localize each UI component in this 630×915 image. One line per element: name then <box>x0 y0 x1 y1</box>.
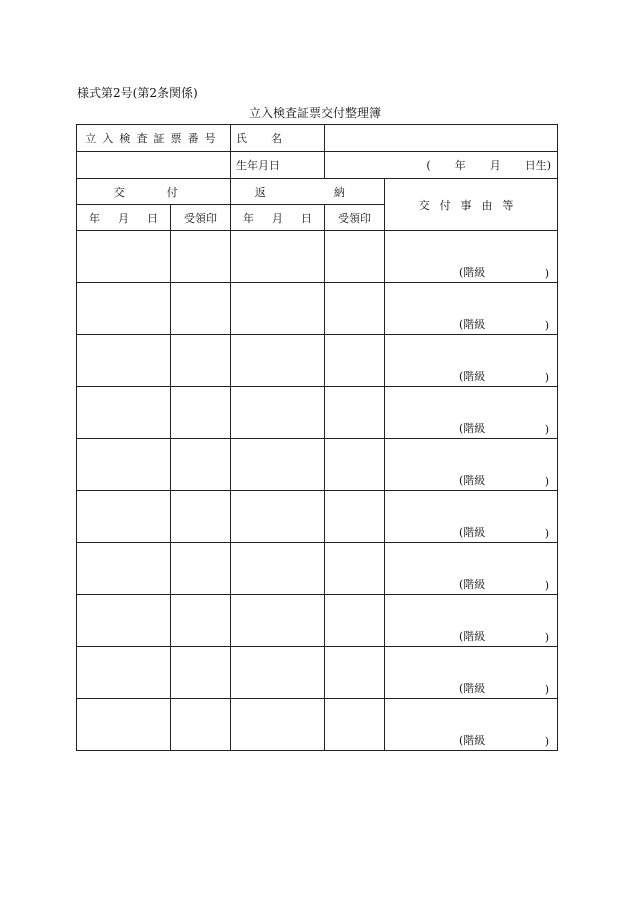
grade-close: ) <box>544 267 549 280</box>
issue-date-year: 年 <box>89 211 100 225</box>
return-seal-cell[interactable] <box>325 491 385 543</box>
issue-seal-cell[interactable] <box>171 491 231 543</box>
return-seal-header: 受領印 <box>325 205 385 231</box>
return-date-day: 日 <box>301 211 312 225</box>
grade-label: (階級 <box>459 318 486 331</box>
issue-seal-cell[interactable] <box>171 699 231 751</box>
reason-cell[interactable] <box>385 699 558 751</box>
grade-label: (階級 <box>459 734 486 747</box>
issue-date-cell[interactable] <box>77 543 171 595</box>
issue-seal-cell[interactable] <box>171 595 231 647</box>
return-date-cell[interactable] <box>231 231 325 283</box>
issue-date-cell[interactable] <box>77 699 171 751</box>
return-date-cell[interactable] <box>231 491 325 543</box>
reason-cell[interactable] <box>385 543 558 595</box>
return-date-cell[interactable] <box>231 439 325 491</box>
reason-cell[interactable] <box>385 647 558 699</box>
reason-cell[interactable] <box>385 387 558 439</box>
return-date-header <box>231 205 325 231</box>
birthdate-field[interactable] <box>325 152 558 179</box>
name-label: 氏名 <box>236 132 282 145</box>
grade-close: ) <box>544 579 549 592</box>
grade-close: ) <box>544 683 549 696</box>
issue-seal-cell[interactable] <box>171 387 231 439</box>
certificate-number-field[interactable] <box>77 152 231 179</box>
issue-date-cell[interactable] <box>77 231 171 283</box>
issue-date-cell[interactable] <box>77 283 171 335</box>
issue-date-day: 日 <box>147 211 158 225</box>
issue-date-cell[interactable] <box>77 491 171 543</box>
grade-close: ) <box>544 319 549 332</box>
issue-date-cell[interactable] <box>77 335 171 387</box>
table-row <box>77 439 558 491</box>
table-row <box>77 595 558 647</box>
table-row <box>77 647 558 699</box>
register-table <box>76 124 558 751</box>
return-date-cell[interactable] <box>231 543 325 595</box>
issue-date-cell[interactable] <box>77 387 171 439</box>
table-row <box>77 491 558 543</box>
grade-label: (階級 <box>459 422 486 435</box>
return-date-month: 月 <box>272 211 283 225</box>
name-field[interactable] <box>325 125 558 152</box>
grade-label: (階級 <box>459 370 486 383</box>
grade-label: (階級 <box>459 578 486 591</box>
return-date-cell[interactable] <box>231 387 325 439</box>
issue-seal-cell[interactable] <box>171 543 231 595</box>
table-row <box>77 699 558 751</box>
return-seal-cell[interactable] <box>325 231 385 283</box>
table-row <box>77 543 558 595</box>
grade-close: ) <box>544 475 549 488</box>
return-date-cell[interactable] <box>231 335 325 387</box>
return-seal-cell[interactable] <box>325 595 385 647</box>
issue-date-cell[interactable] <box>77 595 171 647</box>
issue-date-header <box>77 205 171 231</box>
return-header: 返 納 <box>231 179 385 205</box>
birthdate-month: 月 <box>489 159 501 172</box>
grade-close: ) <box>544 631 549 644</box>
return-seal-cell[interactable] <box>325 335 385 387</box>
document-title: 立入検査証票交付整理簿 <box>248 106 381 120</box>
return-date-cell[interactable] <box>231 595 325 647</box>
birthdate-open: ( <box>426 159 431 172</box>
form-number-label: 様式第2号(第2条関係) <box>77 86 198 100</box>
birthdate-day: 日生) <box>524 159 551 172</box>
grade-label: (階級 <box>459 526 486 539</box>
reason-cell[interactable] <box>385 335 558 387</box>
return-date-cell[interactable] <box>231 699 325 751</box>
grade-label: (階級 <box>459 266 486 279</box>
reason-cell[interactable] <box>385 231 558 283</box>
return-seal-cell[interactable] <box>325 439 385 491</box>
table-row <box>77 335 558 387</box>
birthdate-year: 年 <box>454 159 466 172</box>
issue-seal-header: 受領印 <box>171 205 231 231</box>
issue-seal-cell[interactable] <box>171 335 231 387</box>
issue-seal-cell[interactable] <box>171 283 231 335</box>
reason-header: 交付事由等 <box>385 179 558 231</box>
reason-cell[interactable] <box>385 491 558 543</box>
issue-header: 交 付 <box>77 179 231 205</box>
return-seal-cell[interactable] <box>325 387 385 439</box>
table-row <box>77 387 558 439</box>
return-date-cell[interactable] <box>231 283 325 335</box>
grade-close: ) <box>544 423 549 436</box>
grade-close: ) <box>544 735 549 748</box>
issue-date-month: 月 <box>118 211 129 225</box>
grade-close: ) <box>544 371 549 384</box>
issue-date-cell[interactable] <box>77 439 171 491</box>
certificate-number-label: 立入検査証票番号 <box>77 125 231 152</box>
return-seal-cell[interactable] <box>325 647 385 699</box>
grade-label: (階級 <box>459 474 486 487</box>
reason-cell[interactable] <box>385 439 558 491</box>
grade-label: (階級 <box>459 682 486 695</box>
issue-date-cell[interactable] <box>77 647 171 699</box>
grade-label: (階級 <box>459 630 486 643</box>
issue-seal-cell[interactable] <box>171 439 231 491</box>
grade-close: ) <box>544 527 549 540</box>
return-date-year: 年 <box>243 211 254 225</box>
return-seal-cell[interactable] <box>325 699 385 751</box>
reason-cell[interactable] <box>385 595 558 647</box>
return-date-cell[interactable] <box>231 647 325 699</box>
register-rows <box>77 231 558 751</box>
table-row <box>77 283 558 335</box>
reason-cell[interactable] <box>385 283 558 335</box>
birthdate-label: 生年月日 <box>231 152 325 179</box>
return-seal-cell[interactable] <box>325 543 385 595</box>
issue-seal-cell[interactable] <box>171 231 231 283</box>
return-seal-cell[interactable] <box>325 283 385 335</box>
name-label-cell <box>231 125 325 152</box>
table-row <box>77 231 558 283</box>
issue-seal-cell[interactable] <box>171 647 231 699</box>
